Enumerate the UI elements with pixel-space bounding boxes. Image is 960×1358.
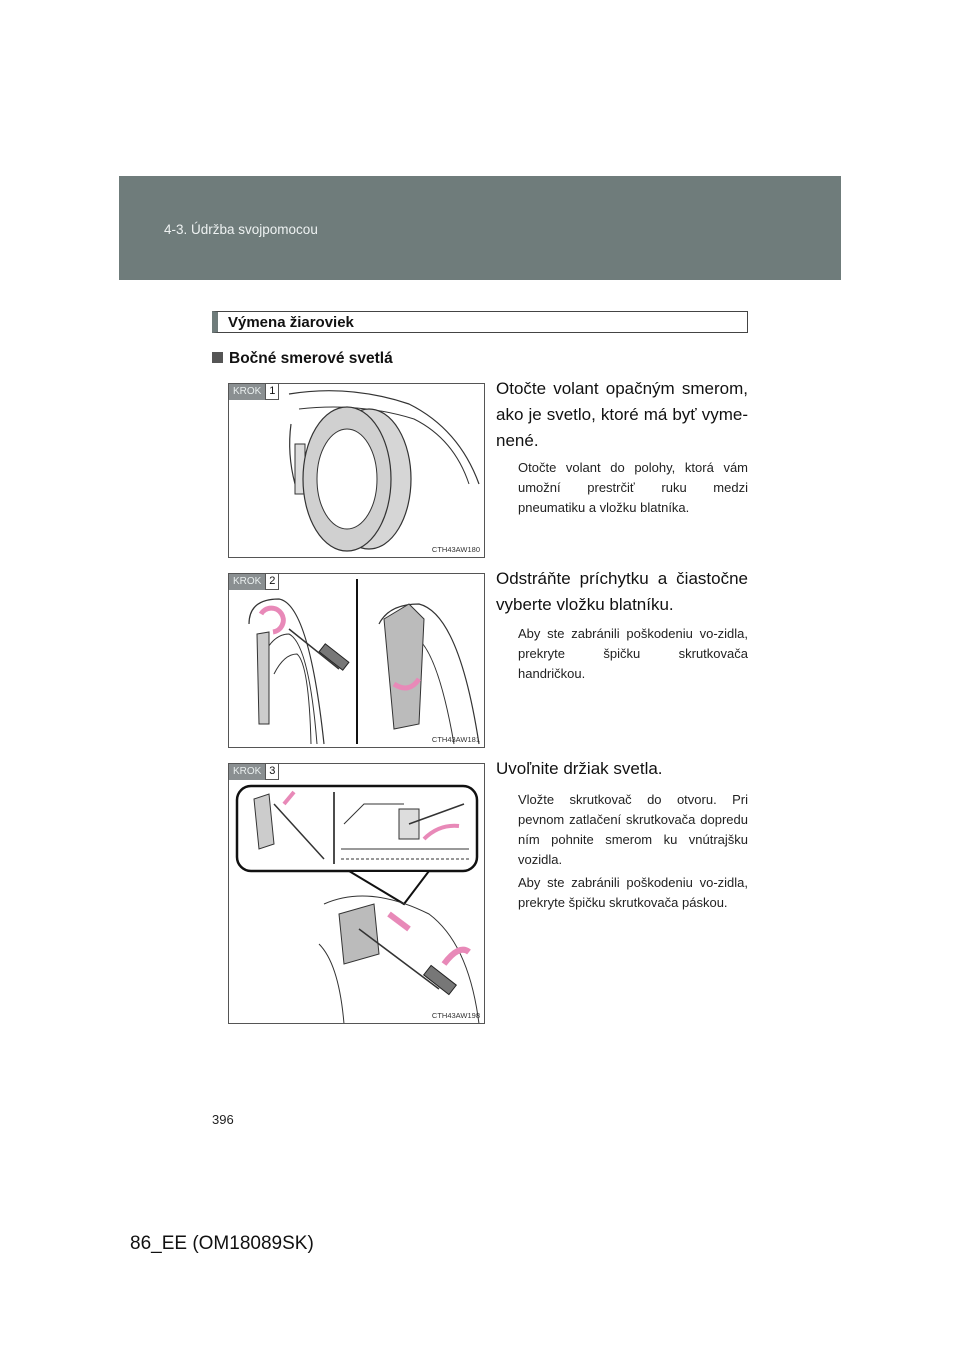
- document-code: 86_EE (OM18089SK): [130, 1233, 314, 1254]
- step-3-note-2: Aby ste zabránili poškodeniu vo-zidla, prekryte špičku skrutkovača páskou.: [518, 875, 748, 910]
- figure-code: CTH43AW180: [431, 545, 480, 554]
- figure-step-3: [228, 763, 485, 1024]
- step-badge: [229, 764, 279, 780]
- step-badge: [229, 574, 279, 590]
- step-3-note-1: Vložte skrutkovač do otvoru. Pri pevnom zatlačení skrutkovača dopredu ním pohnite smerom ku vnútrajšku vozidla.: [518, 792, 748, 867]
- figure-code: CTH43AW181: [431, 735, 480, 744]
- square-bullet-icon: [212, 352, 223, 363]
- figure-step-1: [228, 383, 485, 558]
- tire-illustration: [229, 384, 485, 558]
- fender-liner-illustration: [229, 574, 485, 748]
- step-3-title: Uvoľnite držiak svetla.: [496, 759, 663, 778]
- step-label: KROK: [229, 764, 265, 780]
- step-number: 2: [265, 574, 279, 590]
- step-1-note: Otočte volant do polohy, ktorá vám umožní prestrčiť ruku medzi pneumatiku a vložku blatníka.: [518, 460, 748, 515]
- step-number: 1: [265, 384, 279, 400]
- step-label: KROK: [229, 574, 265, 590]
- chapter-title: 4-3. Údržba svojpomocou: [164, 222, 318, 237]
- step-2-title: Odstráňte príchytku a čiastočne vyberte vložku blatníku.: [496, 569, 748, 614]
- step-badge: [229, 384, 279, 400]
- step-2-note: Aby ste zabránili poškodeniu vo-zidla, prekryte špičku skrutkovača handričkou.: [518, 626, 748, 681]
- figure-code: CTH43AW198: [431, 1011, 480, 1020]
- step-number: 3: [265, 764, 279, 780]
- section-heading-box: [212, 311, 748, 333]
- page-number: 396: [212, 1112, 234, 1127]
- subsection-heading: [212, 350, 393, 368]
- lamp-holder-illustration: [229, 764, 485, 1024]
- step-1-title: Otočte volant opačným smerom, ako je svetlo, ktoré má byť vyme-nené.: [496, 379, 748, 450]
- header-band: [119, 176, 841, 280]
- section-title: Výmena žiaroviek: [228, 314, 354, 331]
- step-label: KROK: [229, 384, 265, 400]
- figure-step-2: [228, 573, 485, 748]
- subsection-title: Bočné smerové svetlá: [229, 350, 393, 367]
